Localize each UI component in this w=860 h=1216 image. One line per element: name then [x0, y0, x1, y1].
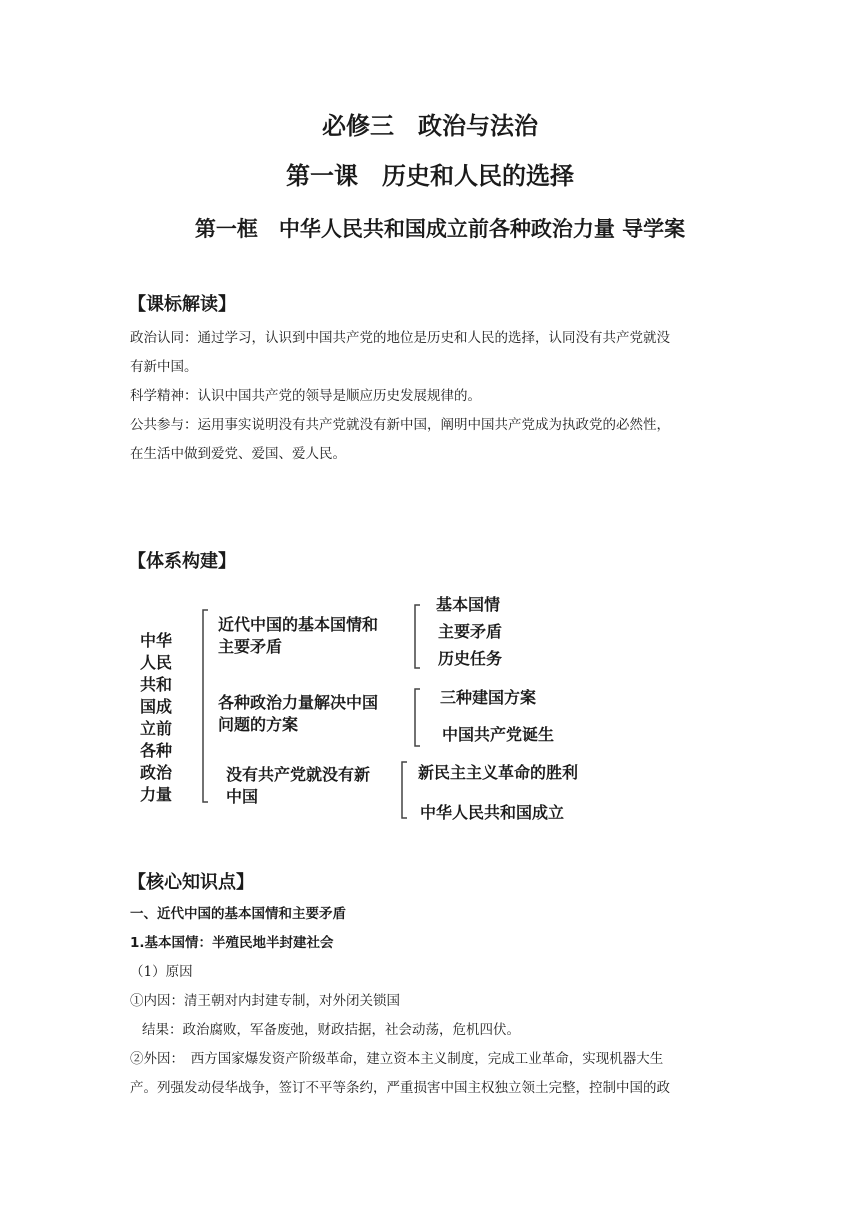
kebiao-line: 科学精神：认识中国共产党的领导是顺应历史发展规律的。 [130, 388, 481, 404]
kebiao-line: 政治认同：通过学习，认识到中国共产党的地位是历史和人民的选择，认同没有共产党就没 [130, 330, 670, 346]
leaf-node: 基本国情 [436, 595, 501, 614]
page-title: 必修三 政治与法治 [322, 112, 538, 140]
heading-kebiao: 【课标解读】 [128, 294, 236, 315]
knowledge-line: ①内因：清王朝对内封建专制，对外闭关锁国 [130, 993, 400, 1009]
kebiao-line: 公共参与：运用事实说明没有共产党就没有新中国，阐明中国共产党成为执政党的必然性， [130, 417, 670, 433]
branch-node: 近代中国的基本国情和 主要矛盾 [218, 615, 379, 656]
knowledge-line: ②外因： 西方国家爆发资产阶级革命，建立资本主义制度，完成工业革命，实现机器大生 [130, 1051, 664, 1067]
knowledge-subheading: 1.基本国情：半殖民地半封建社会 [130, 935, 334, 951]
branch3-bracket [402, 762, 407, 818]
leaf-node: 中华人民共和国成立 [420, 803, 565, 822]
kebiao-line: 在生活中做到爱党、爱国、爱人民。 [130, 446, 346, 462]
lesson-title: 第一课 历史和人民的选择 [286, 162, 574, 190]
leaf-node: 中国共产党诞生 [442, 725, 555, 744]
kebiao-line: 有新中国。 [130, 359, 198, 375]
kebiao-text [130, 324, 732, 469]
leaf-node: 新民主主义革命的胜利 [418, 763, 579, 782]
hexin-text [130, 900, 740, 1103]
heading-hexin: 【核心知识点】 [128, 872, 254, 893]
knowledge-heading: 一、近代中国的基本国情和主要矛盾 [130, 906, 346, 922]
knowledge-line: 产。列强发动侵华战争，签订不平等条约，严重损害中国主权独立领土完整，控制中国的政 [130, 1080, 670, 1096]
heading-tixi: 【体系构建】 [128, 551, 236, 572]
leaf-node: 主要矛盾 [438, 622, 503, 641]
leaf-node: 三种建国方案 [440, 688, 537, 707]
root-bracket [203, 610, 208, 802]
root-node: 中华 人民 共和 国成 立前 各种 政治 力量 [140, 631, 173, 804]
concept-map [128, 590, 618, 830]
section-title: 第一框 中华人民共和国成立前各种政治力量 导学案 [194, 217, 686, 241]
knowledge-line: （1）原因 [130, 964, 193, 980]
branch2-bracket [415, 689, 420, 746]
knowledge-line: 结果：政治腐败，军备废弛，财政拮据，社会动荡，危机四伏。 [142, 1022, 520, 1038]
branch1-bracket [415, 605, 420, 668]
branch-node: 没有共产党就没有新 中国 [226, 765, 371, 806]
leaf-node: 历史任务 [438, 649, 503, 668]
branch-node: 各种政治力量解决中国 问题的方案 [218, 693, 379, 734]
